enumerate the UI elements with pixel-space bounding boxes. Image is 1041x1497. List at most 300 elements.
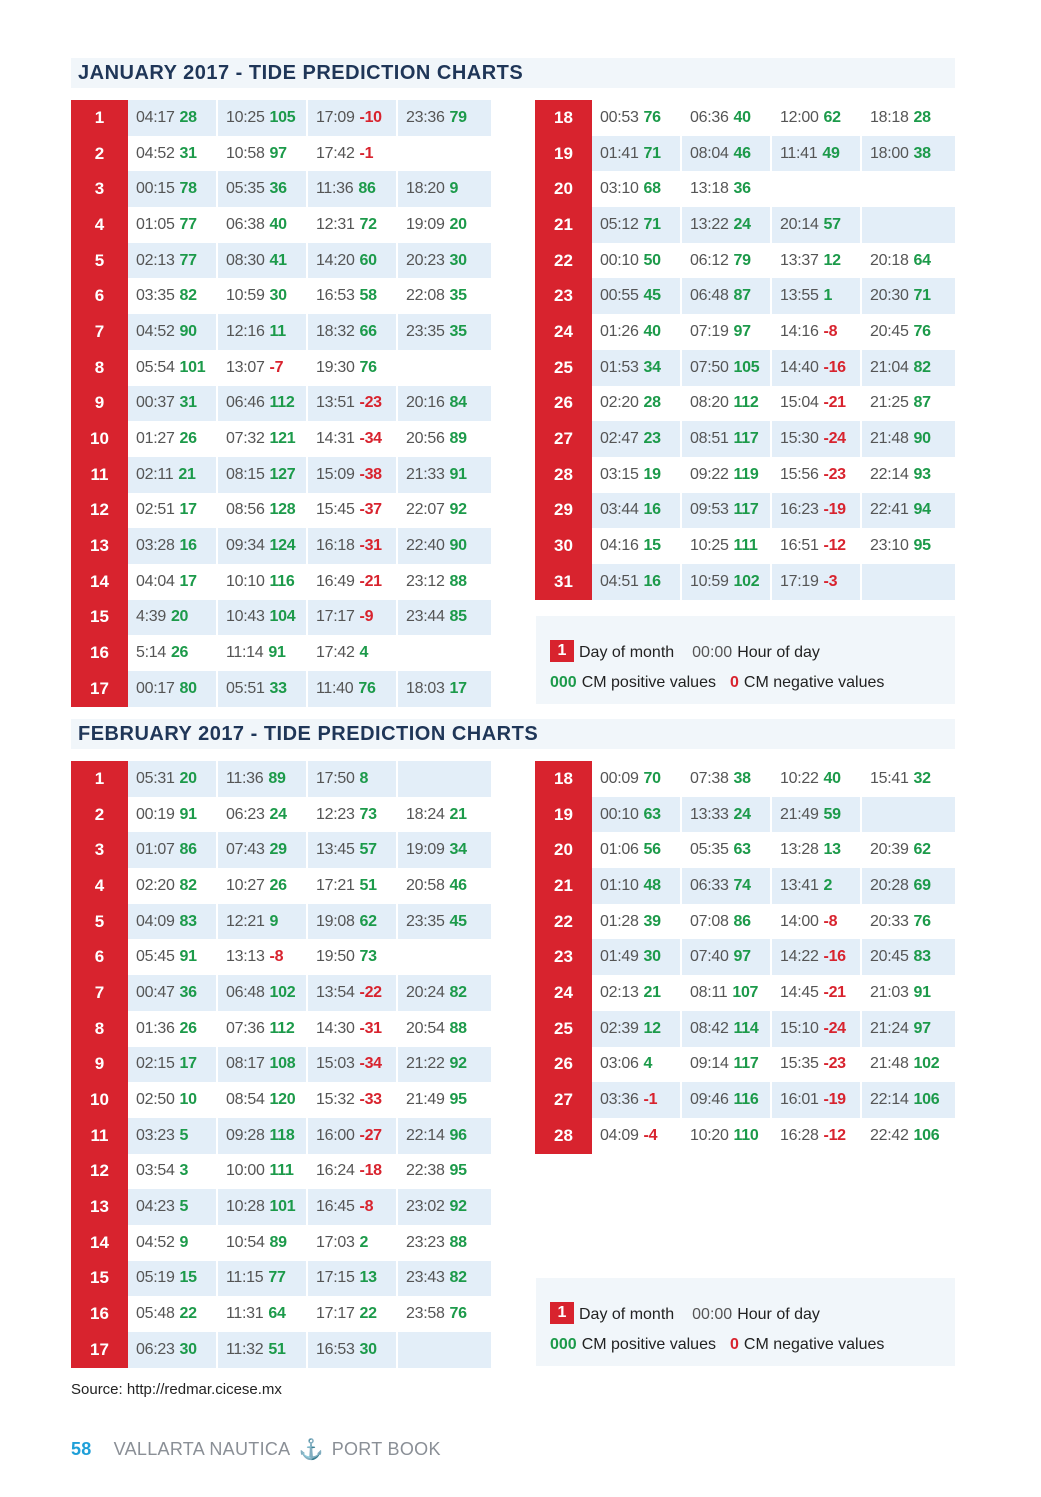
tide-cell — [682, 564, 772, 600]
tide-cell — [398, 1082, 491, 1118]
tide-height: 57 — [359, 841, 377, 859]
tide-time: 13:45 — [316, 841, 355, 859]
tide-height: -18 — [359, 1162, 382, 1180]
tide-height: 17 — [179, 501, 197, 519]
tide-cell — [308, 1047, 398, 1083]
tide-time: 18:03 — [406, 679, 445, 697]
january-table-left — [71, 100, 491, 707]
tide-cell — [398, 1154, 491, 1190]
tide-height: 10 — [179, 1091, 197, 1109]
day-number: 3 — [71, 171, 128, 207]
tide-cell — [772, 1011, 862, 1047]
tide-cell — [218, 457, 308, 493]
tide-cell — [592, 1011, 682, 1047]
tide-time: 00:37 — [136, 394, 175, 412]
tide-height: 26 — [179, 430, 197, 448]
table-row — [71, 457, 491, 493]
tide-cell — [398, 171, 491, 207]
table-row — [535, 904, 955, 940]
tide-height: 104 — [269, 608, 296, 626]
tide-cell — [592, 136, 682, 172]
tide-cell — [682, 314, 772, 350]
tide-time: 19:50 — [316, 948, 355, 966]
table-row — [535, 243, 955, 279]
tide-height: 3 — [179, 1162, 189, 1180]
tide-cell — [772, 868, 862, 904]
tide-time: 01:26 — [600, 322, 639, 340]
tide-height: -8 — [823, 322, 838, 340]
tide-time: 17:03 — [316, 1233, 355, 1251]
tide-time: 04:09 — [136, 912, 175, 930]
tide-time: 20:33 — [870, 912, 909, 930]
tide-height: -23 — [823, 465, 846, 483]
table-row — [535, 350, 955, 386]
tide-time: 15:35 — [780, 1055, 819, 1073]
tide-height: 68 — [643, 180, 661, 198]
tide-time: 13:13 — [226, 948, 265, 966]
tide-time: 15:10 — [780, 1019, 819, 1037]
tide-time: 15:30 — [780, 430, 819, 448]
tide-time: 12:16 — [226, 322, 265, 340]
tide-time: 08:20 — [690, 394, 729, 412]
day-number: 26 — [535, 386, 592, 422]
tide-cell — [862, 136, 955, 172]
tide-height: 73 — [359, 948, 377, 966]
tide-height: 57 — [823, 215, 841, 233]
tide-time: 23:23 — [406, 1233, 445, 1251]
legend-february — [536, 1278, 955, 1366]
tide-cell — [862, 207, 955, 243]
day-number: 30 — [535, 528, 592, 564]
legend-day-sample: 1 — [550, 1302, 574, 1324]
tide-time: 13:07 — [226, 358, 265, 376]
day-number: 23 — [535, 278, 592, 314]
tide-cell — [218, 350, 308, 386]
tide-cell — [398, 868, 491, 904]
tide-cell — [682, 243, 772, 279]
tide-height: 21 — [449, 805, 467, 823]
tide-height: 56 — [643, 841, 661, 859]
tide-time: 18:32 — [316, 322, 355, 340]
tide-cell — [682, 1011, 772, 1047]
tide-height: -22 — [359, 983, 382, 1001]
tide-cell — [218, 1332, 308, 1368]
tide-height: 24 — [733, 215, 751, 233]
tide-height: 127 — [269, 465, 296, 483]
tide-time: 10:59 — [226, 287, 265, 305]
tide-cell — [682, 350, 772, 386]
tide-cell — [308, 243, 398, 279]
tide-time: 04:52 — [136, 322, 175, 340]
tide-time: 22:41 — [870, 501, 909, 519]
tide-time: 03:35 — [136, 287, 175, 305]
tide-height: 28 — [643, 394, 661, 412]
tide-cell — [862, 797, 955, 833]
tide-height: -23 — [359, 394, 382, 412]
tide-cell — [592, 100, 682, 136]
tide-time: 03:36 — [600, 1091, 639, 1109]
tide-cell — [862, 100, 955, 136]
tide-height: 51 — [359, 876, 377, 894]
tide-cell — [128, 1154, 218, 1190]
tide-height: 15 — [179, 1269, 197, 1287]
tide-cell — [398, 278, 491, 314]
tide-cell — [128, 671, 218, 707]
tide-cell — [308, 1332, 398, 1368]
tide-time: 17:42 — [316, 144, 355, 162]
tide-cell — [398, 421, 491, 457]
tide-cell — [128, 797, 218, 833]
tide-time: 13:37 — [780, 251, 819, 269]
day-number: 13 — [71, 1189, 128, 1225]
tide-time: 21:04 — [870, 358, 909, 376]
tide-cell — [862, 171, 955, 207]
tide-cell — [218, 386, 308, 422]
legend-hour-label: Hour of day — [737, 1306, 820, 1323]
tide-cell — [398, 528, 491, 564]
legend-hour-sample: 00:00 — [692, 1306, 733, 1323]
tide-height: 21 — [643, 983, 661, 1001]
tide-cell — [592, 832, 682, 868]
table-row — [71, 528, 491, 564]
tide-height: 108 — [269, 1055, 296, 1073]
tide-height: 16 — [179, 537, 197, 555]
day-number: 7 — [71, 314, 128, 350]
tide-cell — [218, 207, 308, 243]
tide-height: 40 — [733, 108, 751, 126]
tide-cell — [862, 832, 955, 868]
tide-height: 117 — [733, 1055, 759, 1073]
tide-height: 17 — [179, 572, 197, 590]
tide-time: 00:17 — [136, 679, 175, 697]
tide-cell — [682, 386, 772, 422]
tide-time: 02:20 — [136, 876, 175, 894]
tide-time: 15:41 — [870, 769, 909, 787]
tide-cell — [772, 207, 862, 243]
tide-time: 21:24 — [870, 1019, 909, 1037]
tide-height: 11 — [269, 322, 286, 340]
tide-height: -34 — [359, 1055, 382, 1073]
tide-cell — [592, 528, 682, 564]
tide-time: 20:39 — [870, 841, 909, 859]
tide-cell — [128, 1118, 218, 1154]
tide-cell — [398, 350, 491, 386]
tide-cell — [682, 1047, 772, 1083]
tide-cell — [128, 100, 218, 136]
tide-cell — [592, 1082, 682, 1118]
tide-time: 16:53 — [316, 287, 355, 305]
tide-height: 76 — [913, 322, 931, 340]
tide-time: 14:22 — [780, 948, 819, 966]
tide-cell — [592, 171, 682, 207]
tide-cell — [772, 1118, 862, 1154]
tide-time: 23:36 — [406, 108, 445, 126]
tide-height: -12 — [823, 1126, 846, 1144]
tide-time: 08:11 — [690, 983, 728, 1001]
tide-height: 102 — [733, 572, 760, 590]
tide-cell — [218, 493, 308, 529]
tide-cell — [772, 939, 862, 975]
tide-cell — [398, 939, 491, 975]
tide-height: 119 — [733, 465, 759, 483]
tide-cell — [308, 1296, 398, 1332]
tide-time: 20:58 — [406, 876, 445, 894]
day-number: 8 — [71, 1011, 128, 1047]
tide-cell — [218, 975, 308, 1011]
tide-time: 14:40 — [780, 358, 819, 376]
tide-cell — [308, 1261, 398, 1297]
tide-time: 10:10 — [226, 572, 265, 590]
tide-cell — [772, 493, 862, 529]
tide-cell — [682, 207, 772, 243]
tide-height: 62 — [913, 841, 931, 859]
day-number: 23 — [535, 939, 592, 975]
tide-height: 35 — [449, 287, 467, 305]
tide-height: -31 — [359, 537, 382, 555]
tide-time: 20:18 — [870, 251, 909, 269]
tide-time: 21:48 — [870, 430, 909, 448]
tide-height: 20 — [449, 215, 467, 233]
tide-time: 13:41 — [780, 876, 819, 894]
tide-height: 62 — [359, 912, 377, 930]
tide-height: 12 — [643, 1019, 661, 1037]
tide-height: 90 — [449, 537, 467, 555]
tide-cell — [682, 1118, 772, 1154]
tide-height: 64 — [913, 251, 931, 269]
january-table-right — [535, 100, 955, 600]
table-row — [535, 1082, 955, 1118]
tide-time: 10:27 — [226, 876, 265, 894]
tide-cell — [682, 1082, 772, 1118]
tide-cell — [398, 975, 491, 1011]
tide-cell — [308, 797, 398, 833]
day-number: 22 — [535, 243, 592, 279]
tide-height: -33 — [359, 1091, 382, 1109]
tide-cell — [128, 457, 218, 493]
tide-height: 76 — [358, 679, 376, 697]
tide-cell — [772, 278, 862, 314]
tide-height: -9 — [359, 608, 374, 626]
tide-cell — [682, 171, 772, 207]
tide-time: 00:09 — [600, 769, 639, 787]
tide-height: 82 — [913, 358, 931, 376]
tide-height: 9 — [179, 1233, 189, 1251]
tide-time: 02:51 — [136, 501, 175, 519]
tide-cell — [682, 457, 772, 493]
tide-time: 08:54 — [226, 1091, 265, 1109]
tide-cell — [862, 1011, 955, 1047]
tide-time: 07:08 — [690, 912, 729, 930]
tide-cell — [398, 100, 491, 136]
tide-height: 95 — [913, 537, 931, 555]
day-number: 11 — [71, 457, 128, 493]
tide-time: 13:54 — [316, 983, 355, 1001]
day-number: 18 — [535, 761, 592, 797]
tide-cell — [128, 528, 218, 564]
tide-height: 92 — [449, 1055, 467, 1073]
tide-time: 14:31 — [316, 430, 355, 448]
tide-cell — [592, 904, 682, 940]
tide-cell — [218, 600, 308, 636]
tide-time: 07:32 — [226, 430, 265, 448]
tide-cell — [398, 761, 491, 797]
tide-height: 92 — [449, 501, 467, 519]
table-row — [71, 761, 491, 797]
tide-cell — [128, 1332, 218, 1368]
tide-time: 02:13 — [600, 983, 639, 1001]
tide-cell — [128, 1082, 218, 1118]
tide-height: 117 — [733, 430, 759, 448]
table-row — [535, 278, 955, 314]
tide-time: 10:58 — [226, 144, 265, 162]
tide-height: 82 — [179, 287, 197, 305]
tide-cell — [772, 314, 862, 350]
tide-cell — [218, 1189, 308, 1225]
tide-time: 13:18 — [690, 180, 729, 198]
tide-height: 4 — [643, 1055, 653, 1073]
tide-height: 91 — [913, 983, 931, 1001]
tide-height: 89 — [269, 1233, 287, 1251]
tide-time: 15:09 — [316, 465, 355, 483]
tide-height: 5 — [179, 1126, 189, 1144]
day-number: 12 — [71, 1154, 128, 1190]
tide-height: 97 — [733, 948, 751, 966]
tide-time: 13:55 — [780, 287, 819, 305]
day-number: 21 — [535, 868, 592, 904]
tide-cell — [592, 761, 682, 797]
table-row — [535, 564, 955, 600]
tide-time: 22:42 — [870, 1126, 909, 1144]
legend-positive-label: CM positive values — [581, 674, 716, 691]
tide-time: 04:16 — [600, 537, 639, 555]
tide-cell — [308, 421, 398, 457]
table-row — [535, 1047, 955, 1083]
tide-height: 31 — [179, 394, 197, 412]
tide-cell — [592, 797, 682, 833]
tide-height: 70 — [643, 769, 661, 787]
table-row — [71, 493, 491, 529]
tide-time: 07:38 — [690, 769, 729, 787]
tide-height: 5 — [179, 1198, 189, 1216]
tide-time: 17:17 — [316, 608, 355, 626]
tide-height: 40 — [269, 215, 287, 233]
tide-height: 29 — [269, 841, 287, 859]
tide-cell — [308, 1118, 398, 1154]
tide-height: -4 — [643, 1126, 658, 1144]
tide-height: -19 — [823, 1091, 846, 1109]
tide-cell — [862, 528, 955, 564]
tide-time: 23:02 — [406, 1198, 445, 1216]
tide-cell — [772, 832, 862, 868]
tide-time: 13:33 — [690, 805, 729, 823]
tide-time: 05:48 — [136, 1305, 175, 1323]
tide-height: 77 — [179, 215, 197, 233]
tide-cell — [128, 421, 218, 457]
tide-time: 5:14 — [136, 644, 166, 662]
tide-height: 13 — [359, 1269, 377, 1287]
tide-time: 14:16 — [780, 322, 819, 340]
day-number: 21 — [535, 207, 592, 243]
tide-height: -21 — [823, 983, 846, 1001]
tide-time: 02:47 — [600, 430, 639, 448]
tide-time: 20:16 — [406, 394, 445, 412]
tide-height: 101 — [269, 1198, 296, 1216]
table-row — [71, 421, 491, 457]
tide-cell — [398, 832, 491, 868]
tide-time: 09:53 — [690, 501, 729, 519]
tide-time: 17:50 — [316, 769, 355, 787]
table-row — [71, 1332, 491, 1368]
tide-time: 11:14 — [226, 644, 264, 662]
tide-height: 71 — [643, 215, 661, 233]
tide-time: 15:45 — [316, 501, 355, 519]
tide-time: 01:53 — [600, 358, 639, 376]
tide-time: 06:36 — [690, 108, 729, 126]
tide-time: 05:45 — [136, 948, 175, 966]
table-row — [71, 975, 491, 1011]
tide-cell — [308, 832, 398, 868]
tide-time: 20:14 — [780, 215, 819, 233]
tide-time: 17:19 — [780, 572, 819, 590]
day-number: 7 — [71, 975, 128, 1011]
day-number: 18 — [535, 100, 592, 136]
tide-height: 88 — [449, 572, 467, 590]
tide-height: 120 — [269, 1091, 296, 1109]
tide-time: 03:15 — [600, 465, 639, 483]
table-row — [71, 243, 491, 279]
tide-height: 83 — [913, 948, 931, 966]
tide-cell — [128, 1225, 218, 1261]
day-number: 14 — [71, 1225, 128, 1261]
tide-cell — [398, 797, 491, 833]
tide-height: 116 — [733, 1091, 759, 1109]
tide-height: 76 — [913, 912, 931, 930]
tide-cell — [862, 1082, 955, 1118]
tide-cell — [218, 671, 308, 707]
day-number: 24 — [535, 314, 592, 350]
table-row — [71, 832, 491, 868]
table-row — [71, 1011, 491, 1047]
tide-cell — [398, 457, 491, 493]
tide-cell — [862, 1047, 955, 1083]
tide-cell — [592, 564, 682, 600]
tide-height: 91 — [268, 644, 286, 662]
table-row — [71, 278, 491, 314]
day-number: 1 — [71, 761, 128, 797]
day-number: 1 — [71, 100, 128, 136]
tide-height: 92 — [449, 1198, 467, 1216]
tide-height: 87 — [913, 394, 931, 412]
day-number: 9 — [71, 1047, 128, 1083]
table-row — [535, 1011, 955, 1047]
tide-time: 03:23 — [136, 1126, 175, 1144]
tide-height: -21 — [359, 572, 382, 590]
table-row — [71, 600, 491, 636]
tide-height: 63 — [733, 841, 751, 859]
tide-height: 117 — [733, 501, 759, 519]
tide-height: 34 — [449, 841, 467, 859]
anchor-icon: ⚓ — [298, 1439, 324, 1461]
tide-cell — [218, 635, 308, 671]
tide-cell — [218, 1082, 308, 1118]
tide-height: -16 — [823, 948, 846, 966]
tide-cell — [682, 100, 772, 136]
tide-height: -24 — [823, 1019, 846, 1037]
tide-height: 31 — [179, 144, 197, 162]
day-number: 12 — [71, 493, 128, 529]
tide-cell — [682, 832, 772, 868]
tide-cell — [772, 975, 862, 1011]
